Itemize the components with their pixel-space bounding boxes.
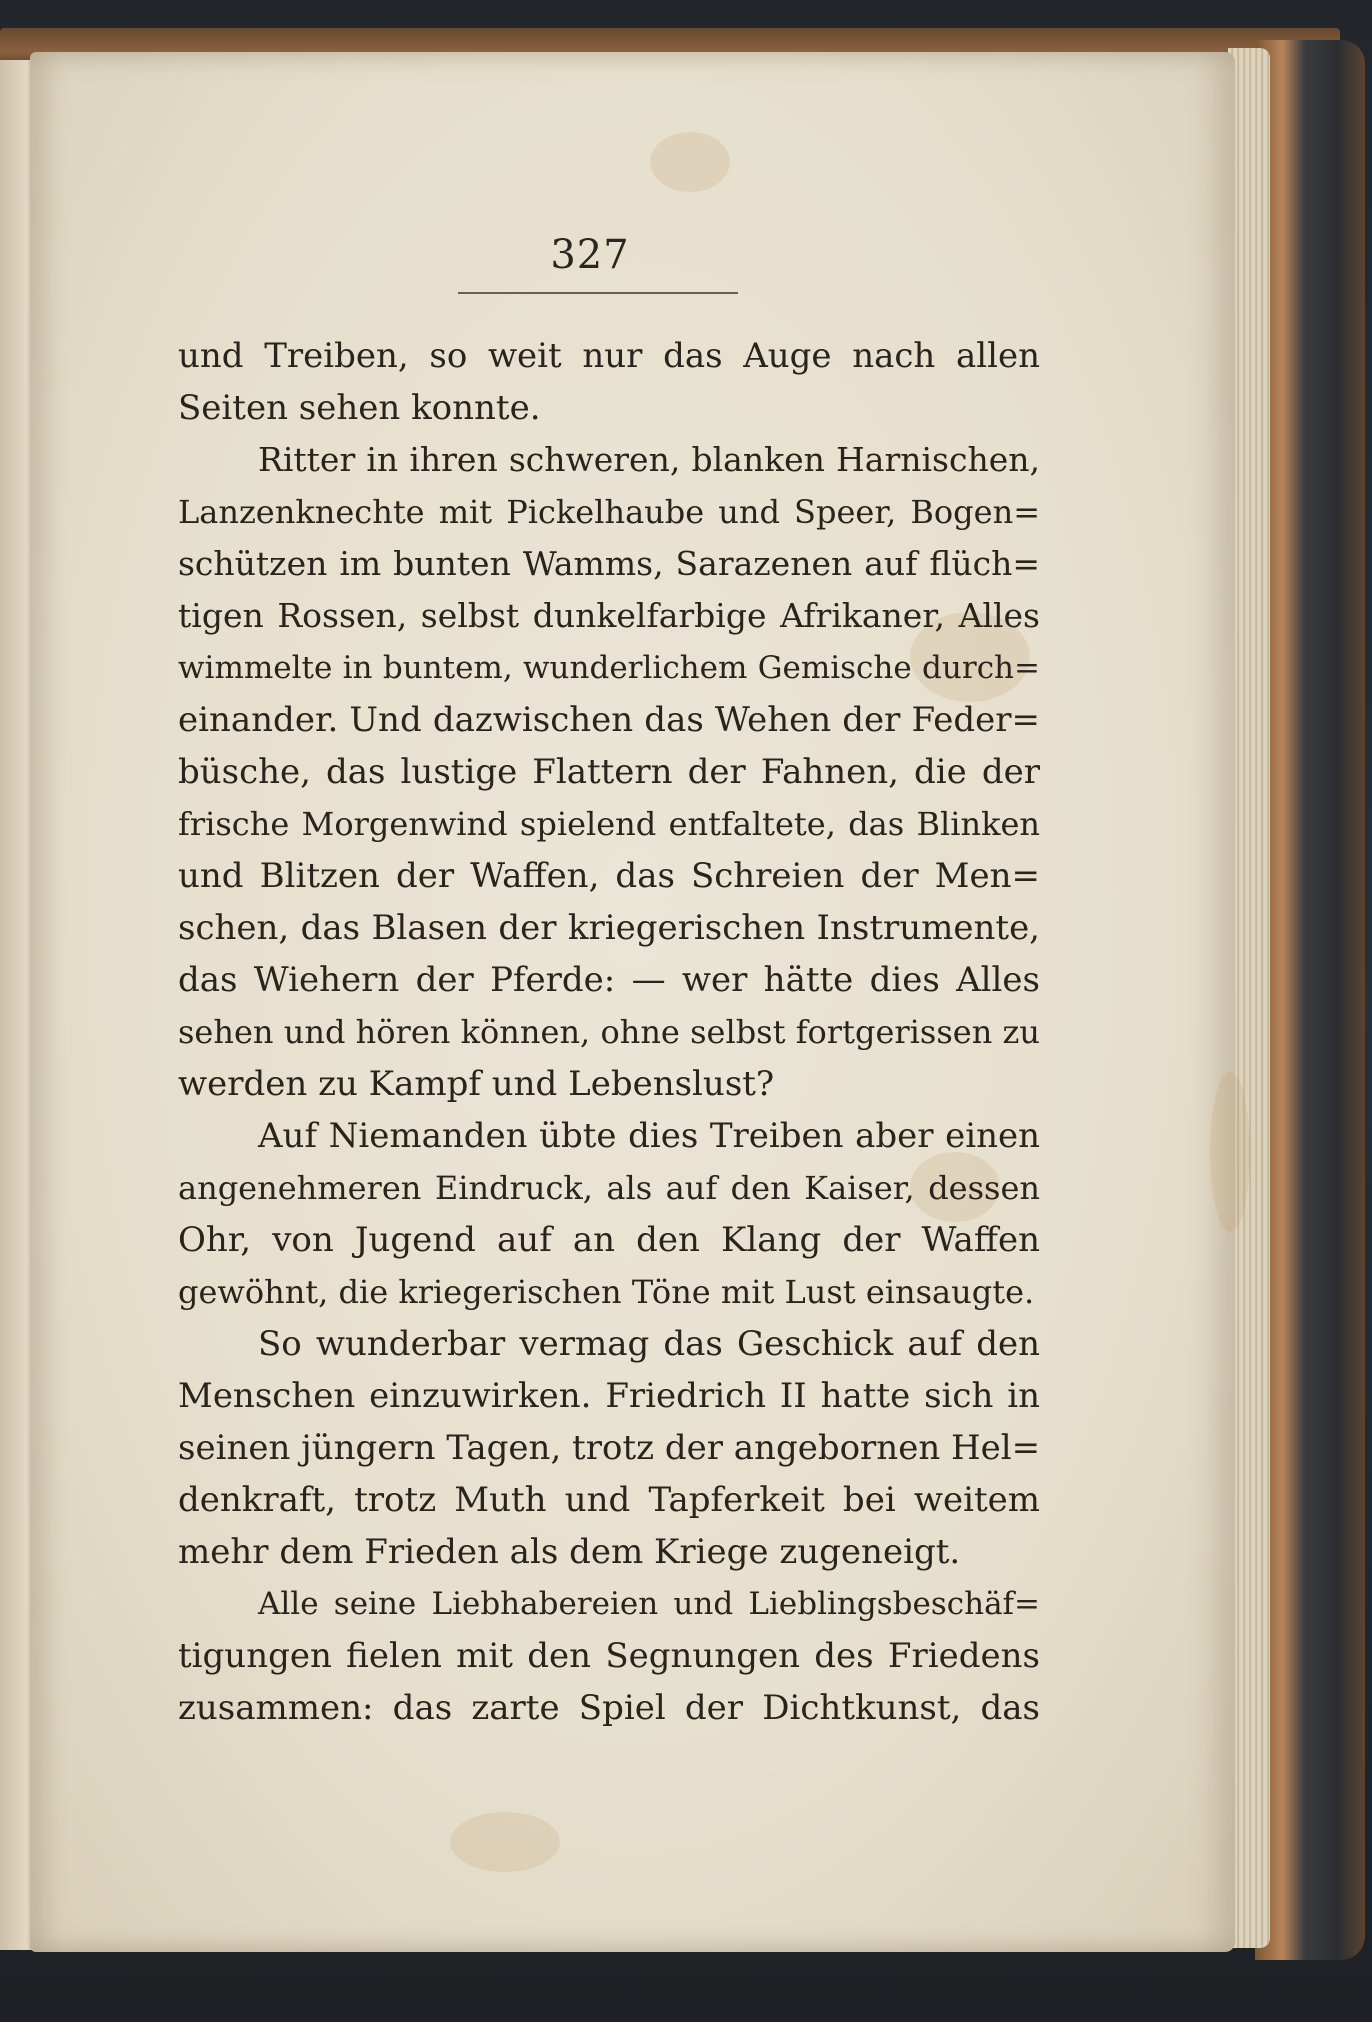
text-line: gewöhnt, die kriegerischen Töne mit Lust einsaugte. xyxy=(178,1273,1035,1311)
text-line: mehr dem Frieden als dem Kriege zugeneigt. xyxy=(178,1532,961,1572)
text-line: sehen und hören können, ohne selbst fortgerissen zu xyxy=(178,1013,1040,1051)
text-line: Menschen einzuwirken. Friedrich II hatte sich in xyxy=(178,1376,1040,1416)
text-line: So wunderbar vermag das Geschick auf den xyxy=(258,1324,1040,1364)
text-line: zusammen: das zarte Spiel der Dichtkunst, das xyxy=(178,1688,1040,1728)
text-line: Alle seine Liebhabereien und Lieblingsbeschäf= xyxy=(258,1586,1040,1622)
text-line: einander. Und dazwischen das Wehen der Feder= xyxy=(178,700,1040,740)
text-line: das Wiehern der Pferde: — wer hätte dies Alles xyxy=(178,960,1040,1000)
paper-stain xyxy=(450,1812,560,1872)
paper-stain xyxy=(650,132,730,192)
text-line: Ohr, von Jugend auf an den Klang der Waffen xyxy=(178,1220,1040,1260)
text-line: Seiten sehen konnte. xyxy=(178,388,541,428)
text-line: und Treiben, so weit nur das Auge nach allen xyxy=(178,336,1040,376)
text-line: werden zu Kampf und Lebenslust? xyxy=(178,1064,775,1104)
text-line: seinen jüngern Tagen, trotz der angebornen Hel= xyxy=(178,1428,1041,1468)
text-line: frische Morgenwind spielend entfaltete, das Blinken xyxy=(178,805,1040,843)
text-line: denkraft, trotz Muth und Tapferkeit bei weitem xyxy=(178,1480,1040,1520)
paper-stain xyxy=(1210,1072,1250,1232)
body-text xyxy=(178,330,1040,1734)
text-line: tigungen fielen mit den Segnungen des Friedens xyxy=(178,1636,1040,1676)
text-line: Ritter in ihren schweren, blanken Harnischen, xyxy=(258,440,1040,479)
page-number: 327 xyxy=(550,232,630,278)
text-line: büsche, das lustige Flattern der Fahnen, die der xyxy=(178,752,1040,792)
text-line: Auf Niemanden übte dies Treiben aber einen xyxy=(258,1116,1040,1156)
text-line: und Blitzen der Waffen, das Schreien der Men= xyxy=(178,856,1040,896)
cover-right-edge xyxy=(1255,40,1365,1960)
header-rule xyxy=(458,292,738,294)
text-line: Lanzenknechte mit Pickelhaube und Speer, Bogen= xyxy=(178,493,1040,531)
text-line: schen, das Blasen der kriegerischen Instrumente, xyxy=(178,908,1040,948)
text-line: tigen Rossen, selbst dunkelfarbige Afrikaner, Alles xyxy=(178,596,1040,635)
text-line: schützen im bunten Wamms, Sarazenen auf flüch= xyxy=(178,544,1040,583)
text-line: angenehmeren Eindruck, als auf den Kaiser, dessen xyxy=(178,1169,1040,1207)
text-line: wimmelte in buntem, wunderlichem Gemische durch= xyxy=(178,650,1040,686)
